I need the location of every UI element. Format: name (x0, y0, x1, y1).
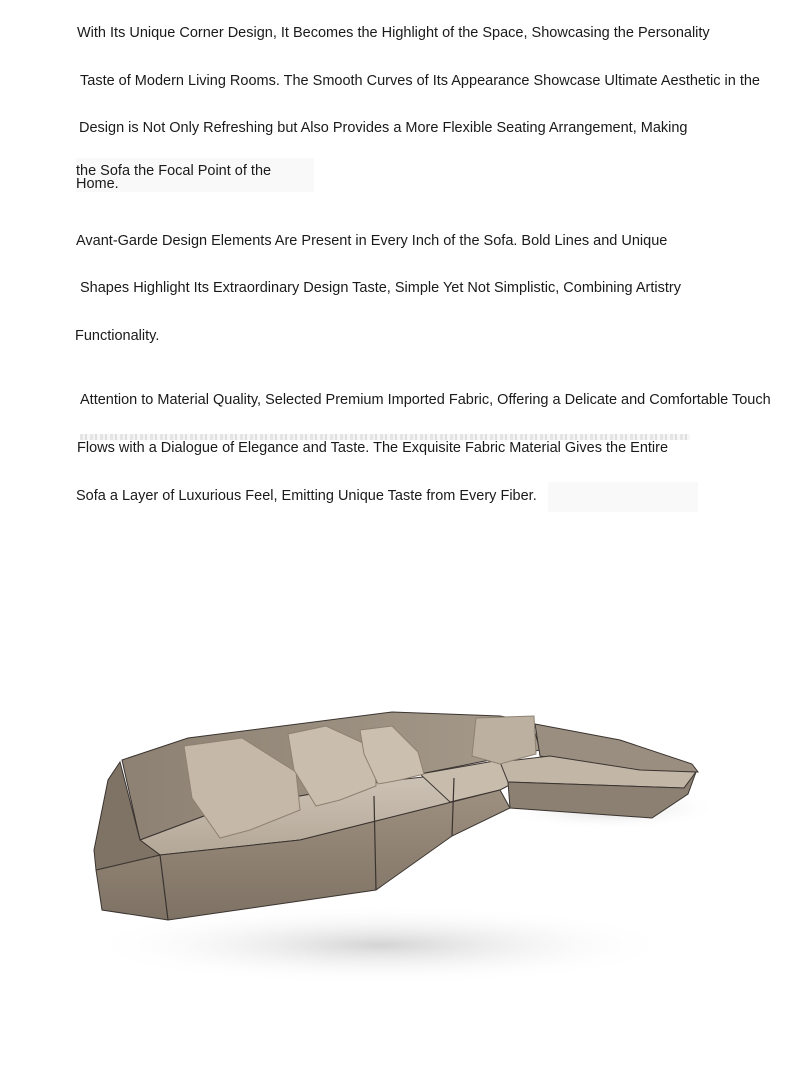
paragraph-2-line-2: Shapes Highlight Its Extraordinary Design Taste, Simple Yet Not Simplistic, Combining Artistry (80, 280, 681, 296)
paragraph-1-line-5: Home. (76, 176, 119, 192)
paragraph-3-line-3: Sofa a Layer of Luxurious Feel, Emitting Unique Taste from Every Fiber. (76, 488, 537, 504)
paragraph-1-line-3: Design is Not Only Refreshing but Also Provides a More Flexible Seating Arrangement, Making (79, 120, 688, 136)
paragraph-1-line-1: With Its Unique Corner Design, It Becomes the Highlight of the Space, Showcasing the Personality (77, 25, 710, 41)
paragraph-1-line-4: the Sofa the Focal Point of the (76, 163, 272, 179)
cushion (472, 716, 536, 764)
paragraph-2-line-1: Avant-Garde Design Elements Are Present in Every Inch of the Sofa. Bold Lines and Unique (76, 233, 668, 249)
paragraph-3-line-1: Attention to Material Quality, Selected Premium Imported Fabric, Offering a Delicate and Comfortable Touch (80, 392, 771, 408)
text-highlight (548, 482, 698, 512)
paragraph-1-line-2: Taste of Modern Living Rooms. The Smooth Curves of Its Appearance Showcase Ultimate Aesthetic in the (80, 73, 760, 89)
paragraph-3-line-2: Flows with a Dialogue of Elegance and Taste. The Exquisite Fabric Material Gives the Entire (77, 440, 669, 456)
sofa-icon (80, 690, 720, 990)
paragraph-2-line-3: Functionality. (75, 328, 160, 344)
